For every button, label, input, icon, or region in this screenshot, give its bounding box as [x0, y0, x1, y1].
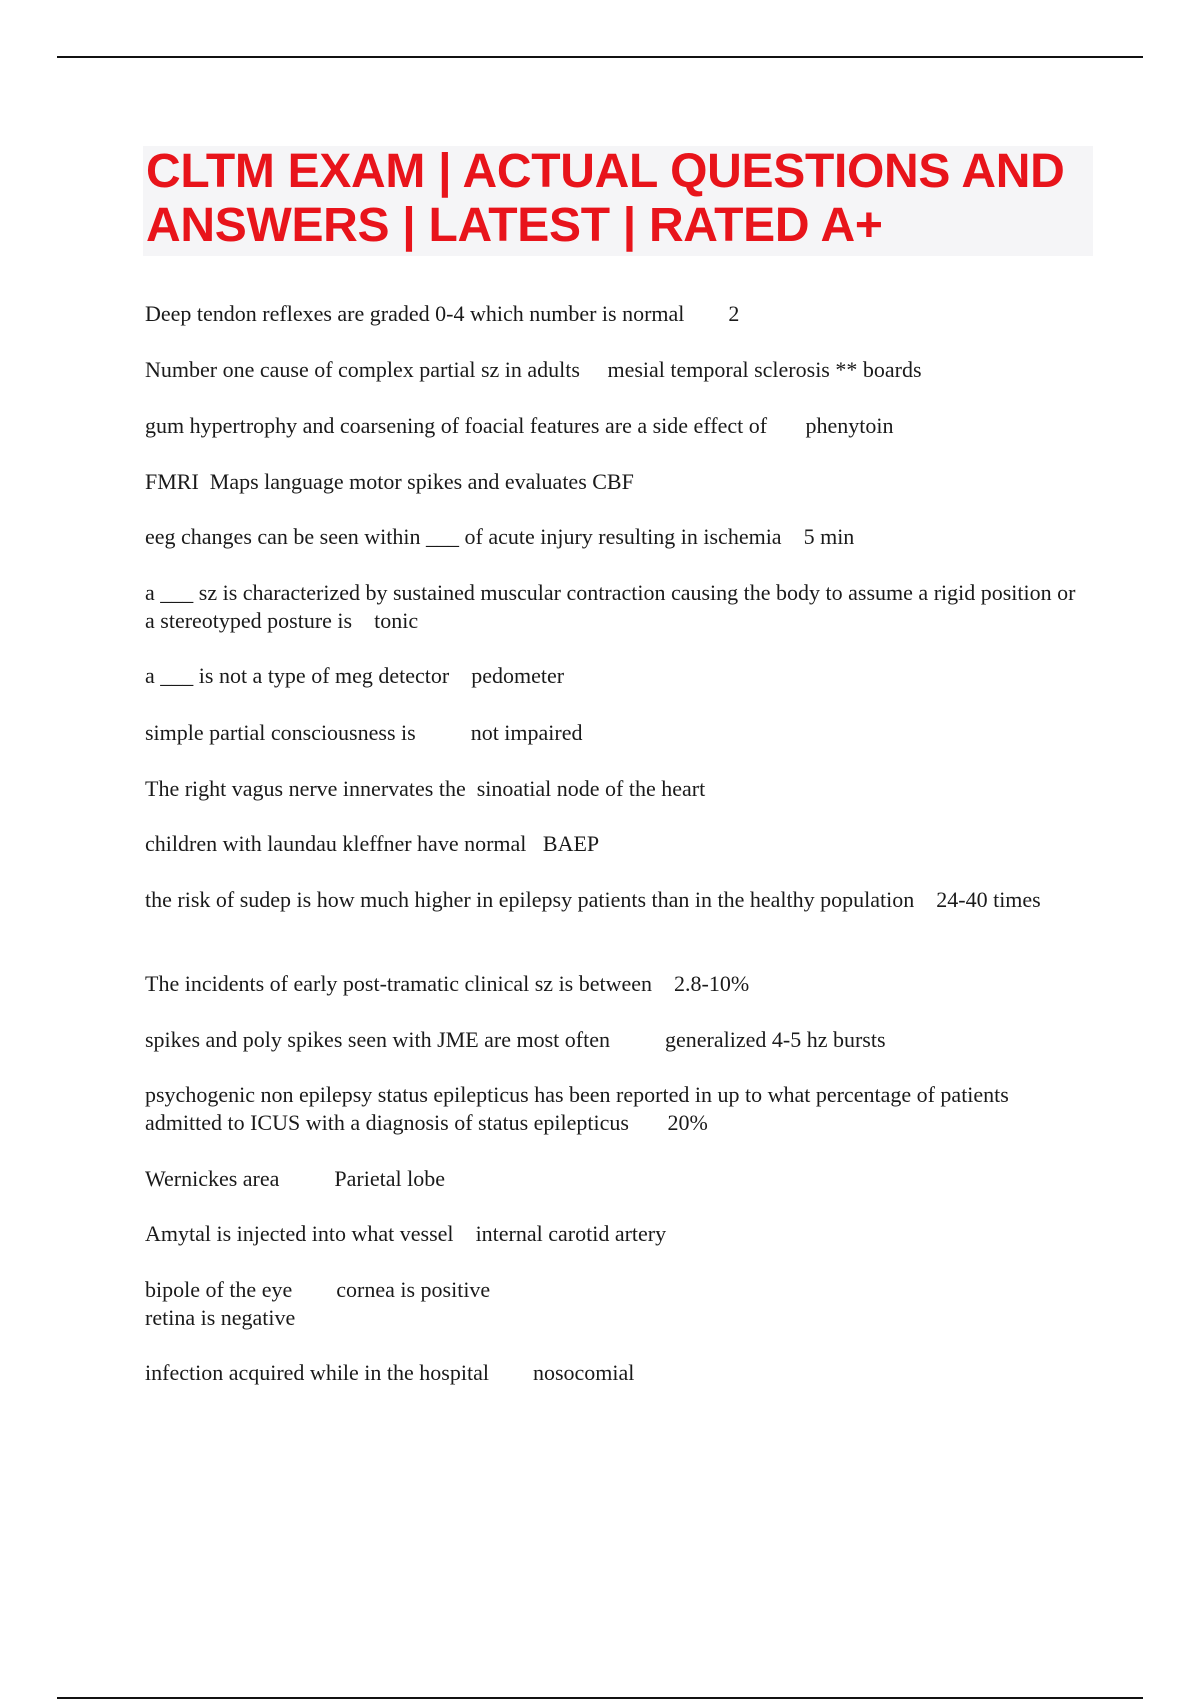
bottom-rule	[57, 1697, 1143, 1699]
qa-separator	[454, 1221, 476, 1246]
qa-separator	[292, 1277, 336, 1302]
qa-item	[145, 1276, 1085, 1332]
answer-text: 5 min	[803, 524, 855, 549]
top-rule	[57, 56, 1143, 58]
answer-text: 24-40 times	[936, 887, 1041, 912]
answer-text: nosocomial	[532, 1360, 635, 1385]
answer-text: generalized 4-5 hz bursts	[665, 1027, 886, 1052]
qa-separator	[466, 776, 477, 801]
answer-text: 2.8-10%	[674, 971, 750, 996]
qa-item	[145, 1359, 1085, 1387]
qa-item	[145, 1026, 1085, 1054]
qa-item	[145, 830, 1085, 858]
answer-text: Maps language motor spikes and evaluates CBF	[209, 469, 634, 494]
qa-separator	[526, 831, 543, 856]
answer-text: sinoatial node of the heart	[476, 776, 706, 801]
qa-item	[145, 412, 1085, 440]
question-text: simple partial consciousness is	[145, 720, 416, 745]
question-text: eeg changes can be seen within ___ of acute injury resulting in ischemia	[145, 524, 782, 549]
answer-text: phenytoin	[805, 413, 894, 438]
qa-separator	[580, 357, 608, 382]
qa-item	[145, 1220, 1085, 1248]
qa-item	[145, 662, 1085, 690]
qa-item	[145, 775, 1085, 803]
question-text: a ___ is not a type of meg detector	[145, 663, 450, 688]
question-text: spikes and poly spikes seen with JME are most often	[145, 1027, 610, 1052]
qa-separator	[652, 971, 674, 996]
question-text: psychogenic non epilepsy status epilepticus has been reported in up to what percentage of patients admitted to ICUS with a diagnosis of status epilepticus	[145, 1082, 1015, 1135]
question-text: Wernickes area	[145, 1166, 280, 1191]
answer-text: mesial temporal sclerosis ** boards	[607, 357, 922, 382]
question-text: Amytal is injected into what vessel	[145, 1221, 454, 1246]
question-text: a ___ sz is characterized by sustained muscular contraction causing the body to assume a rigid position or a stereotyped posture is	[145, 580, 1081, 633]
qa-separator	[279, 1166, 334, 1191]
answer-text: BAEP	[542, 831, 600, 856]
question-text: children with laundau kleffner have normal	[145, 831, 527, 856]
answer-text: cornea is positive retina is negative	[145, 1277, 491, 1330]
qa-separator	[914, 887, 936, 912]
question-text: Number one cause of complex partial sz in adults	[145, 357, 580, 382]
answer-text: pedometer	[471, 663, 565, 688]
document-title: CLTM EXAM | ACTUAL QUESTIONS AND ANSWERS | LATEST | RATED A+	[146, 145, 1065, 252]
answer-text: tonic	[374, 608, 419, 633]
answer-text: internal carotid artery	[475, 1221, 667, 1246]
question-text: Deep tendon reflexes are graded 0-4 which number is normal	[145, 301, 685, 326]
qa-separator	[489, 1360, 533, 1385]
qa-separator	[782, 524, 804, 549]
qa-item	[145, 468, 1085, 496]
qa-item	[145, 886, 1085, 914]
qa-item	[145, 719, 1085, 747]
qa-separator	[449, 663, 471, 688]
qa-item	[145, 1081, 1085, 1137]
qa-separator	[684, 301, 728, 326]
qa-item	[145, 579, 1085, 635]
answer-text: 20%	[667, 1110, 708, 1135]
qa-separator	[352, 608, 374, 633]
qa-item	[145, 356, 1085, 384]
qa-item	[145, 523, 1085, 551]
question-text: The incidents of early post-tramatic clinical sz is between	[145, 971, 653, 996]
qa-item	[145, 970, 1085, 998]
qa-item	[145, 300, 1085, 328]
answer-text: 2	[728, 301, 740, 326]
qa-separator	[199, 469, 210, 494]
qa-item	[145, 1165, 1085, 1193]
qa-separator	[629, 1110, 668, 1135]
question-text: the risk of sudep is how much higher in epilepsy patients than in the healthy population	[145, 887, 915, 912]
answer-text: Parietal lobe	[334, 1166, 445, 1191]
qa-separator	[416, 720, 471, 745]
question-text: FMRI	[145, 469, 199, 494]
answer-text: not impaired	[470, 720, 583, 745]
question-text: bipole of the eye	[145, 1277, 293, 1302]
qa-separator	[610, 1027, 665, 1052]
question-text: gum hypertrophy and coarsening of foacial features are a side effect of	[145, 413, 768, 438]
question-text: The right vagus nerve innervates the	[145, 776, 466, 801]
qa-separator	[767, 413, 806, 438]
question-text: infection acquired while in the hospital	[145, 1360, 489, 1385]
